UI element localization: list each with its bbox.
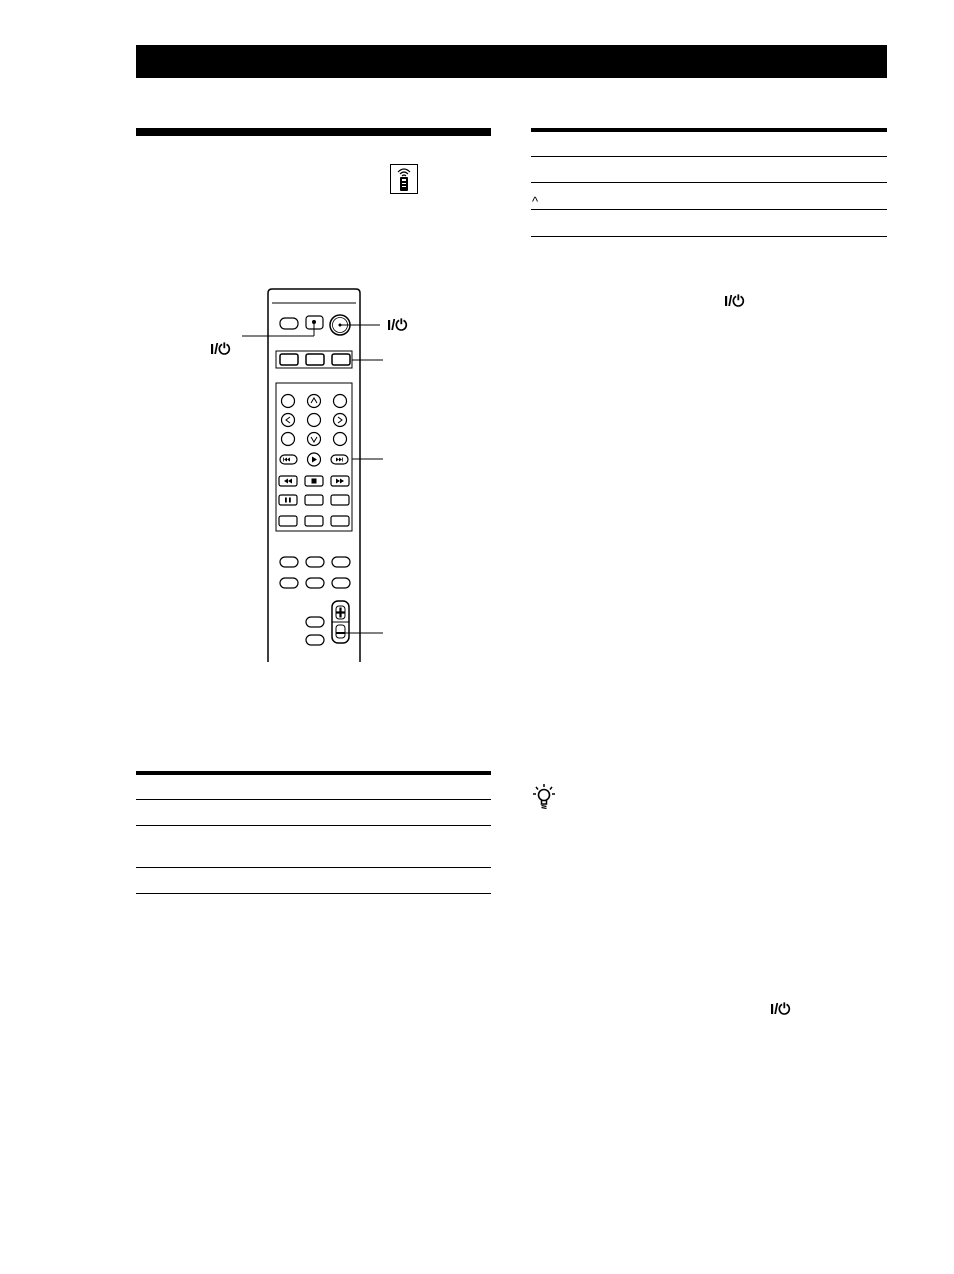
lightbulb-icon xyxy=(532,783,556,811)
table-row-rule xyxy=(531,156,887,157)
table-top-rule xyxy=(531,128,887,132)
table-row-rule xyxy=(136,867,491,868)
page-header-bar xyxy=(136,45,887,78)
caret-up-symbol: ^ xyxy=(532,194,539,209)
top-left-button xyxy=(280,318,298,329)
power-label-av: I/⏻ xyxy=(210,341,231,358)
table-row-rule xyxy=(531,209,887,210)
table-row-rule xyxy=(531,182,887,183)
table-top-rule xyxy=(136,771,491,775)
power-symbol-inline: I/⏻ xyxy=(724,293,745,310)
table-row-rule xyxy=(136,825,491,826)
section-heading-rule xyxy=(136,128,491,136)
power-symbol-inline: I/⏻ xyxy=(770,1001,791,1018)
table-row-rule xyxy=(136,799,491,800)
remote-control-icon xyxy=(390,164,418,194)
remote-control-illustration xyxy=(200,285,430,665)
power-label-main: I/⏻ xyxy=(387,317,408,334)
table-bottom-rule xyxy=(531,236,887,237)
table-bottom-rule xyxy=(136,893,491,894)
